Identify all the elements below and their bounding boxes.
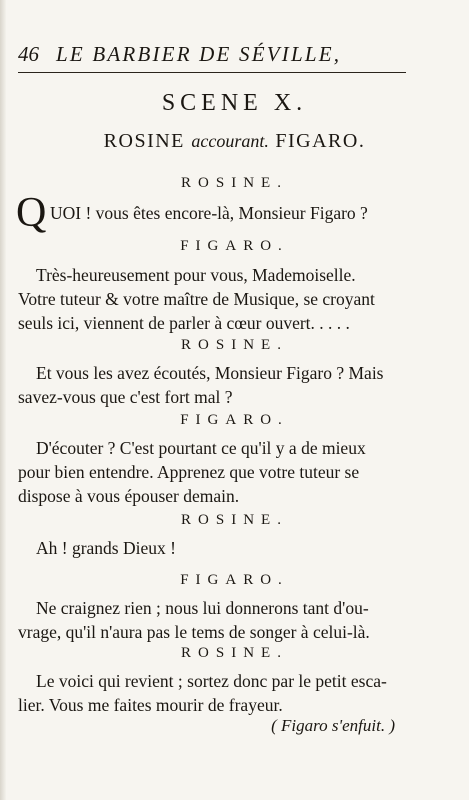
speech-line: Votre tuteur & votre maître de Musique, se croyant: [18, 289, 375, 309]
header-rule: [18, 72, 406, 73]
speaker-label: ROSINE.: [181, 512, 288, 528]
cast-name-rosine: ROSINE: [103, 130, 185, 152]
cast-name-figaro: FIGARO.: [275, 130, 366, 152]
speaker-label: ROSINE.: [181, 175, 288, 191]
speech-line: Très-heureusement pour vous, Mademoiselle.: [36, 265, 356, 285]
speech-line: lier. Vous me faites mourir de frayeur.: [18, 695, 283, 715]
speech-line: dispose à vous épouser demain.: [18, 486, 240, 506]
running-header: [18, 40, 406, 74]
speaker-label: FIGARO.: [180, 238, 289, 254]
speech-line: Ah ! grands Dieux !: [36, 538, 176, 558]
speech-line: D'écouter ? C'est pourtant ce qu'il y a de mieux: [36, 438, 366, 458]
speech-line: Et vous les avez écoutés, Monsieur Figaro ? Mais: [36, 363, 384, 383]
scene-cast: [0, 130, 469, 153]
speaker-label: FIGARO.: [180, 412, 289, 428]
speech-line: pour bien entendre. Apprenez que votre tuteur se: [18, 462, 360, 482]
speech-line: seuls ici, viennent de parler à cœur ouvert. . . . .: [18, 313, 350, 333]
scene-title: SCENE X.: [161, 90, 308, 116]
speech-line: vrage, qu'il n'aura pas le tems de songer à celui-là.: [18, 622, 370, 642]
speaker-label: ROSINE.: [181, 645, 288, 661]
page-number: 46: [18, 42, 39, 66]
speaker-label: FIGARO.: [180, 572, 289, 588]
cast-stage-note: accourant.: [191, 131, 269, 151]
speech-line: savez-vous que c'est fort mal ?: [18, 387, 233, 407]
speech-line: UOI ! vous êtes encore-là, Monsieur Figaro ?: [50, 203, 368, 223]
speaker-label: ROSINE.: [181, 337, 288, 353]
stage-direction: ( Figaro s'enfuit. ): [271, 716, 395, 735]
running-title: LE BARBIER DE SÉVILLE,: [56, 42, 342, 66]
page-gutter: [0, 0, 6, 800]
speech-line: Ne craignez rien ; nous lui donnerons tant d'ou-: [36, 598, 369, 618]
speech-line: Le voici qui revient ; sortez donc par le petit esca-: [36, 671, 387, 691]
drop-capital: Q: [16, 190, 47, 236]
